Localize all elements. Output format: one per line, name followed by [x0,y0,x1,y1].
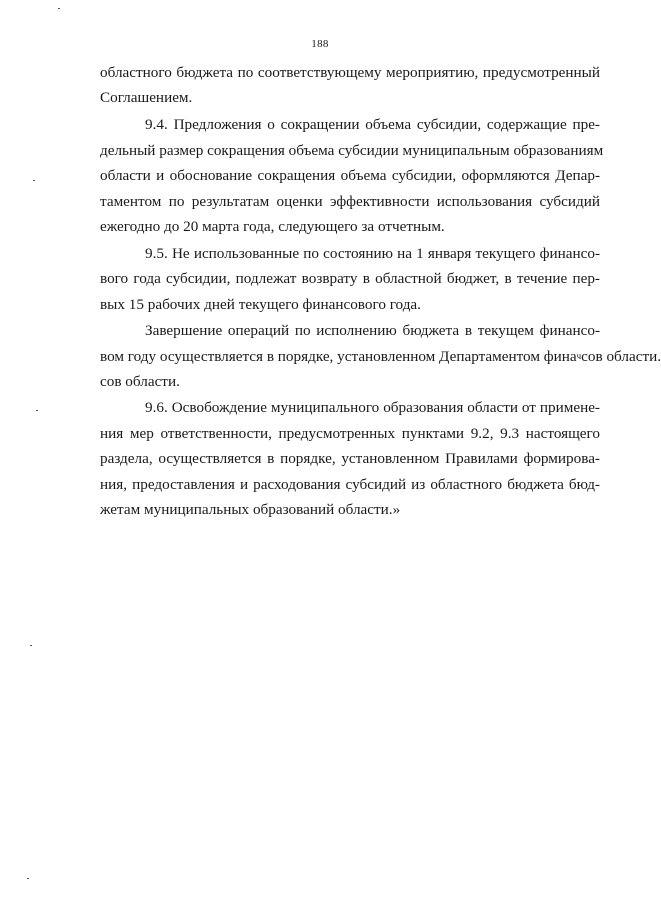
text-line: ния, предоставления и расходования субсидий из областного бюджета бюд- [100,476,600,493]
text-line: сов области. [100,373,180,390]
scan-speck [33,180,35,181]
text-line: 9.6. Освобождение муниципального образования области от примене- [145,399,600,416]
text-line: ния мер ответственности, предусмотренных пунктами 9.2, 9.3 настоящего [100,425,600,442]
scan-speck [30,645,32,646]
text-line: Завершение операций по исполнению бюджета в текущем финансо- [145,322,600,339]
scan-speck [27,878,29,879]
text-line: ежегодно до 20 марта года, следующего за отчетным. [100,218,445,235]
text-line: области и обоснование сокращения объема субсидии, оформляются Депар- [100,167,600,184]
text-line: дельный размер сокращения объема субсидии муниципальным образованиям [100,142,604,159]
scan-speck [36,410,38,411]
text-line: раздела, осуществляется в порядке, установленном Правилами формирова- [100,450,600,467]
text-line: таментом по результатам оценки эффективности использования субсидий [100,193,600,210]
scan-speck [58,8,60,9]
text-line: жетам муниципальных образований области.» [100,501,401,518]
page-number: 188 [311,38,329,50]
text-line: вого года субсидии, подлежат возврату в областной бюджет, в течение пер- [100,270,600,287]
text-line: 9.5. Не использованные по состоянию на 1 января текущего финансо- [145,245,600,262]
text-line: вом году осуществляется в порядке, установленном Департаментом финачсов области. [100,348,661,365]
text-line: Соглашением. [100,89,193,106]
text-line: областного бюджета по соответствующему мероприятию, предусмотренный [100,64,600,81]
text-line: вых 15 рабочих дней текущего финансового года. [100,296,421,313]
text-line: 9.4. Предложения о сокращении объема субсидии, содержащие пре- [145,116,600,133]
